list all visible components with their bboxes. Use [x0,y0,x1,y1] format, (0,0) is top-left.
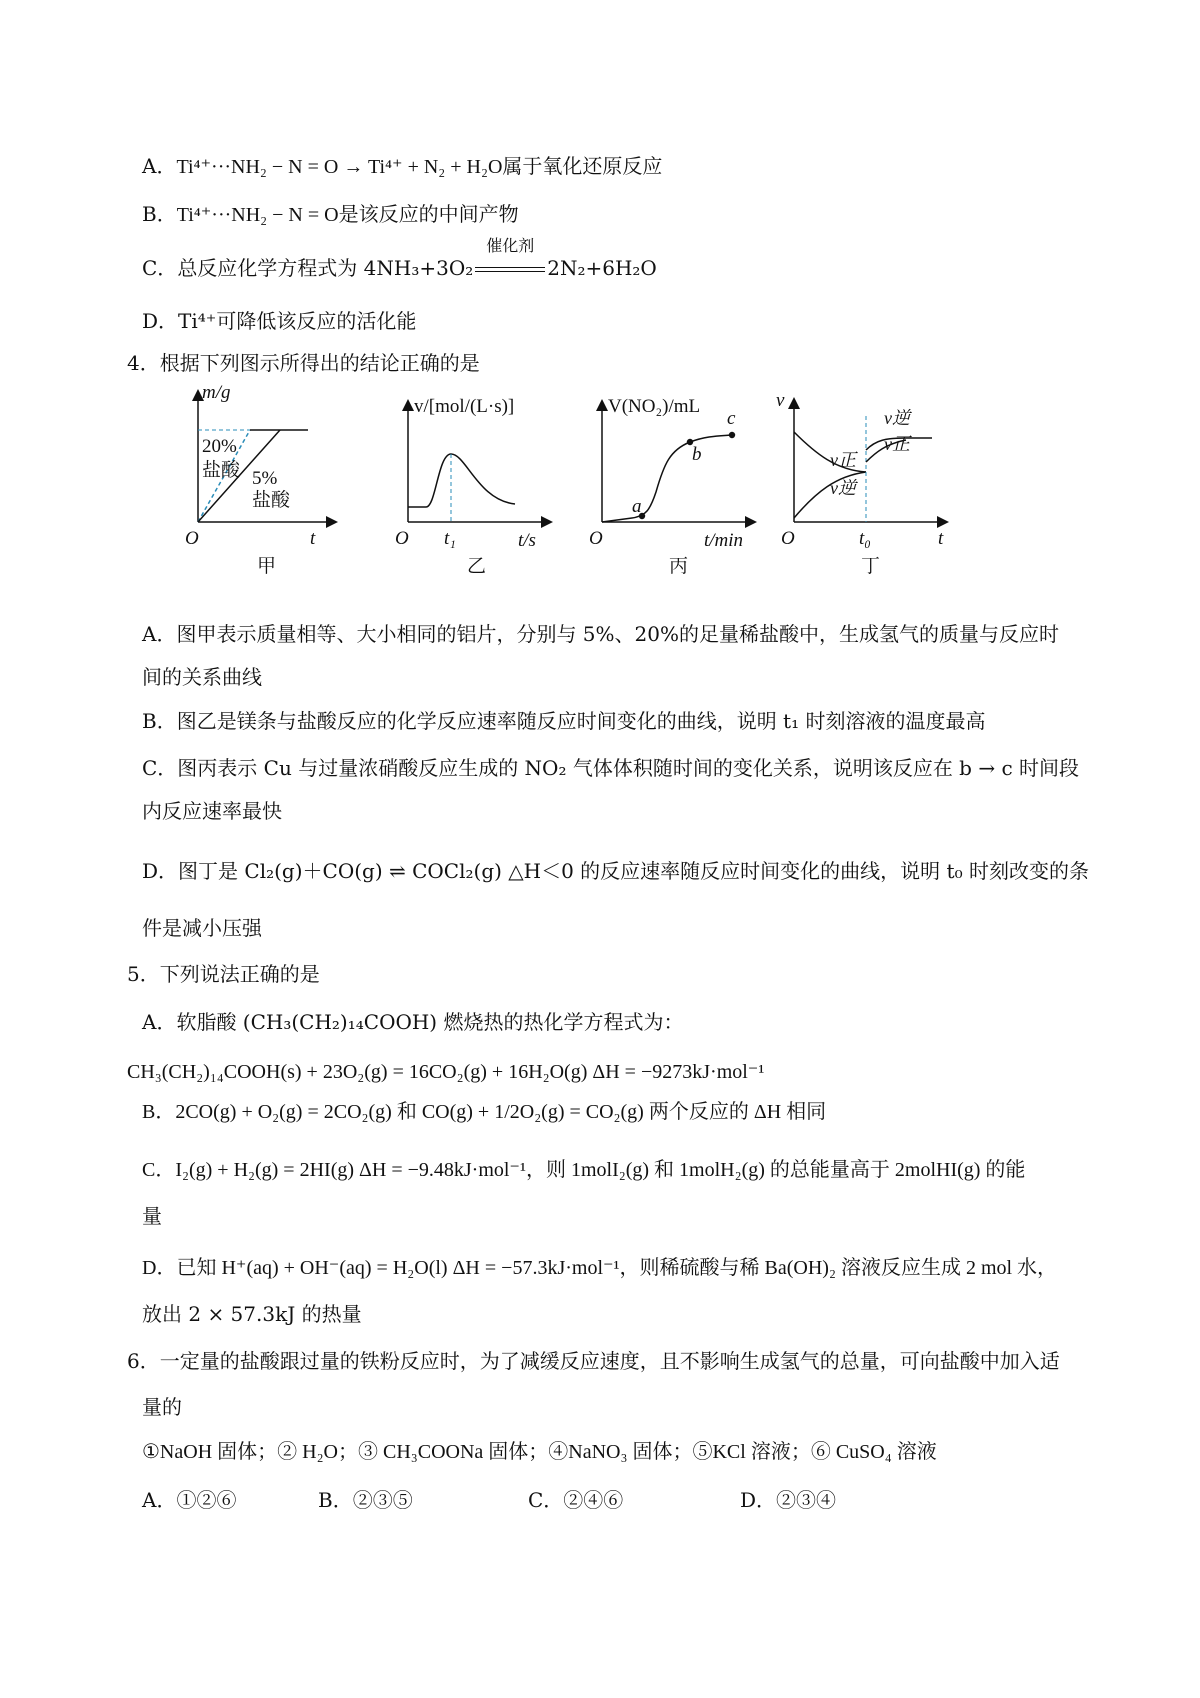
q5-c-line2: 量 [142,1204,162,1228]
q6-items: ①NaOH 固体；② H₂O；③ CH₃COONa 固体；④NaNO₃ 固体；⑤KCl 溶液；⑥ CuSO₄ 溶液 [142,1441,937,1463]
double-line-icon [475,267,545,272]
graph-yi [395,396,550,577]
ding-label-zheng: v正 [830,450,856,470]
bing-label-b: b [692,444,702,465]
q3-option-b [142,200,519,229]
bing-caption: 丙 [669,556,689,577]
q5-d-line2: 放出 2 × 57.3kJ 的热量 [142,1302,362,1326]
catalyst-arrow [473,236,547,282]
q4-b-line1: B．图乙是镁条与盐酸反应的化学反应速率随反应时间变化的曲线，说明 t₁ 时刻溶液的温度最高 [142,709,986,733]
ding-ylabel: v [776,390,785,411]
q4-graphs-svg [185,382,1030,597]
yi-xlabel: t/s [518,530,536,551]
q4-d-line2: 件是减小压强 [142,916,262,940]
q4-c-line2: 内反应速率最快 [142,799,282,823]
jia-label-5: 5% [252,468,278,489]
q3-a-formula: Ti⁴⁺···NH₂ − N = O → Ti⁴⁺ + N₂ + H₂O [176,156,503,178]
yi-tick: t₁ [444,528,456,549]
q6-option-b: B．②③⑤ [318,1488,413,1512]
jia-ylabel: m/g [202,382,231,403]
bing-label-a: a [632,496,642,517]
q3-b-formula: Ti⁴⁺···NH₂ − N = O [176,204,339,226]
q3-b-label: B． [142,202,177,226]
q3-a-label: A． [142,154,177,178]
ding-xlabel: t [938,528,944,549]
graph-jia [185,382,335,577]
graph-ding [776,390,946,577]
q3-c-prefix: 总反应化学方程式为 4NH₃+3O₂ [177,256,474,280]
q3-c-suffix: 2N₂+6H₂O [547,256,657,280]
q4-stem: 4．根据下列图示所得出的结论正确的是 [127,351,480,375]
ding-tick: t₀ [859,528,871,549]
jia-caption: 甲 [257,556,277,577]
jia-label-20: 20% [202,436,237,457]
catalyst-label: 催化剂 [486,236,535,255]
q5-c-line1: C．I₂(g) + H₂(g) = 2HI(g) ΔH = −9.48kJ·mol⁻¹，则 1molI₂(g) 和 1molH₂(g) 的总能量高于 2molHI(g) 的能 [142,1159,1026,1181]
q3-a-text: 属于氧化还原反应 [502,154,663,178]
q6-option-a: A．①②⑥ [142,1488,237,1512]
q4-d-line1: D．图丁是 Cl₂(g)＋CO(g) ⇌ COCl₂(g) △H＜0 的反应速率随反应时间变化的曲线，说明 t₀ 时刻改变的条 [142,859,1089,883]
bing-point-c [729,432,735,438]
q4-graphs [185,382,1030,597]
q3-option-a [142,152,662,181]
bing-label-c: c [727,408,736,429]
q3-d-label: D． [142,309,179,333]
q4-a-line1: A．图甲表示质量相等、大小相同的铝片，分别与 5%、20%的足量稀盐酸中，生成氢气的质量与反应时 [142,622,1059,646]
q5-a-line2: CH₃(CH₂)₁₄COOH(s) + 23O₂(g) = 16CO₂(g) + 16H₂O(g) ΔH = −9273kJ·mol⁻¹ [127,1061,765,1083]
q3-option-d [142,307,416,335]
yi-caption: 乙 [467,556,487,577]
q5-b-line1: B．2CO(g) + O₂(g) = 2CO₂(g) 和 CO(g) + 1/2O₂(g) = CO₂(g) 两个反应的 ΔH 相同 [142,1101,827,1123]
q3-c-label: C． [142,256,178,280]
q6-stem-line1: 6．一定量的盐酸跟过量的铁粉反应时，为了减缓反应速度，且不影响生成氢气的总量，可向盐酸中加入适 [127,1349,1060,1373]
q4-a-line2: 间的关系曲线 [142,665,262,689]
q3-d-text: Ti⁴⁺可降低该反应的活化能 [178,309,417,333]
bing-origin: O [589,528,603,549]
yi-ylabel: v/[mol/(L·s)] [414,396,515,417]
q4-c-line1: C．图丙表示 Cu 与过量浓硝酸反应生成的 NO₂ 气体体积随时间的变化关系，说明该反应在 b → c 时间段 [142,756,1080,780]
q6-option-c: C．②④⑥ [528,1488,624,1512]
q5-stem: 5．下列说法正确的是 [127,962,320,986]
graph-bing [589,396,754,577]
bing-ylabel: V(NO₂)/mL [608,396,701,417]
jia-label-5b: 盐酸 [252,490,291,511]
bing-xlabel: t/min [704,530,744,551]
q6-option-d: D．②③④ [740,1488,837,1512]
yi-origin: O [395,528,409,549]
yi-curve [408,454,515,507]
q5-a-line1: A．软脂酸 (CH₃(CH₂)₁₄COOH) 燃烧热的热化学方程式为： [142,1010,684,1034]
jia-origin: O [185,528,199,549]
ding-label-ni: v逆 [830,478,856,498]
q3-option-c [142,236,657,282]
ding-origin: O [781,528,795,549]
q6-stem-line2: 量的 [142,1395,182,1419]
q3-b-text: 是该反应的中间产物 [338,202,519,226]
jia-xlabel: t [310,528,316,549]
ding-label-ni-top: v逆 [884,408,910,428]
jia-label-20b: 盐酸 [202,460,241,481]
ding-caption: 丁 [861,556,881,577]
bing-curve [602,435,732,522]
ding-label-zheng-top: v正 [884,434,910,454]
q5-d-line1: D．已知 H⁺(aq) + OH⁻(aq) = H₂O(l) ΔH = −57.3kJ·mol⁻¹，则稀硫酸与稀 Ba(OH)₂ 溶液反应生成 2 mol 水， [142,1257,1058,1279]
